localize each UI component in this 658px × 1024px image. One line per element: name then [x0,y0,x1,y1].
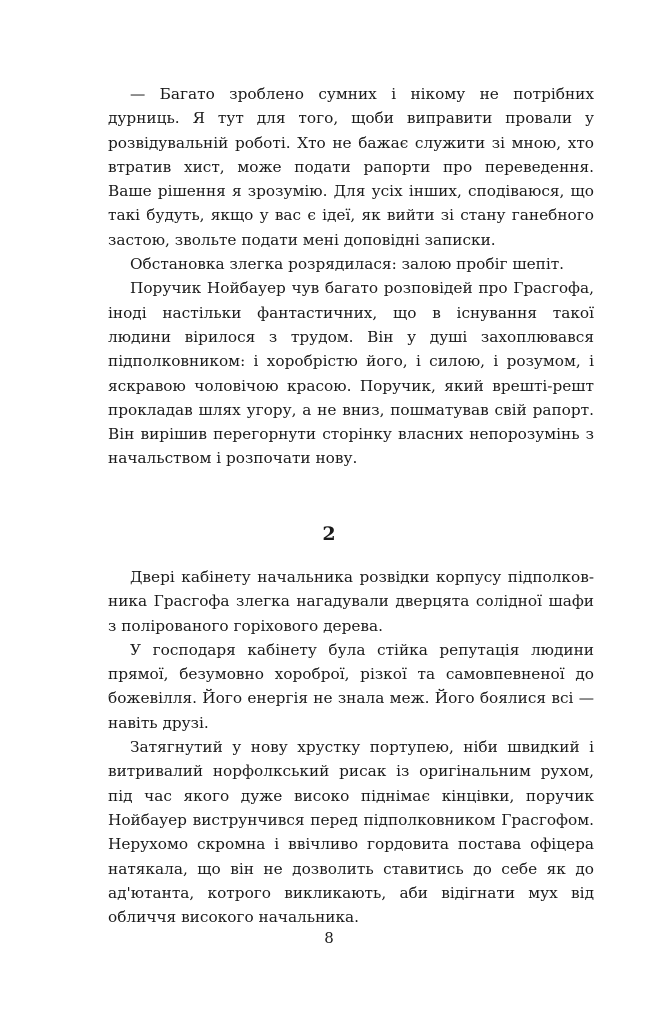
paragraph: Затягнутий у нову хрустку портупею, ніби швидкий і витривалий норфолкський рисак із оригінальним рухом, під час якого дуже високо піднімає кінцівки, поручик Нойбауер виструнчився перед підполковником Грасгофом. Нерухомо скромна і ввічливо гордовита постава офіцера натякала, що він не дозволить ставитись до себе як до ад'ютанта, котрого викликають, аби відігнати мух від обличчя високого начальника. [108,738,594,927]
page-number: 8 [324,929,334,947]
paragraph: У господаря кабінету була стійка репутація людини прямої, безумовно хороброї, різкої та самовпевненої до божевілля. Його енергія не знала меж. Його боялися всі — навіть друзі. [108,640,594,732]
paragraph: — Багато зроблено сумних і нікому не потрібних дурниць. Я тут для того, щоби виправити провали у розвідувальній роботі. Хто не бажає служити зі мною, хто втратив хист, може подати рапорти про переведення. Ваше рішення я зрозумію. Для усіх інших, сподіваюся, що такі будуть, якщо у вас є ідеї, як вийти зі стану ганебного застою, звольте подати мені доповідні записки. [108,85,594,249]
paragraph: Поручик Нойбауер чув багато розповідей про Грасгофа, іноді настільки фантастичних, що в існування такої людини вірилося з трудом. Він у душі захоплювався підполковником: і хоробрістю його, і силою, і розумом, і яскравою чоловічою красою. Поручик, який врешті-решт прокладав шлях угору, а не вниз, пошматував свій рапорт. Він вирішив перегорнути сторінку власних непорозумінь з начальством і розпочати нову. [108,279,594,468]
paragraph: Двері кабінету начальника розвідки корпусу підполковника Грасгофа злегка нагадували дверцята солідної шафи з полірованого горіхового дерева. [108,568,594,635]
paragraph: Обстановка злегка розрядилася: залою пробіг шепіт. [130,255,565,274]
chapter-number: 2 [322,523,336,545]
text-section-2 [108,565,594,929]
text-section-1 [108,82,594,471]
